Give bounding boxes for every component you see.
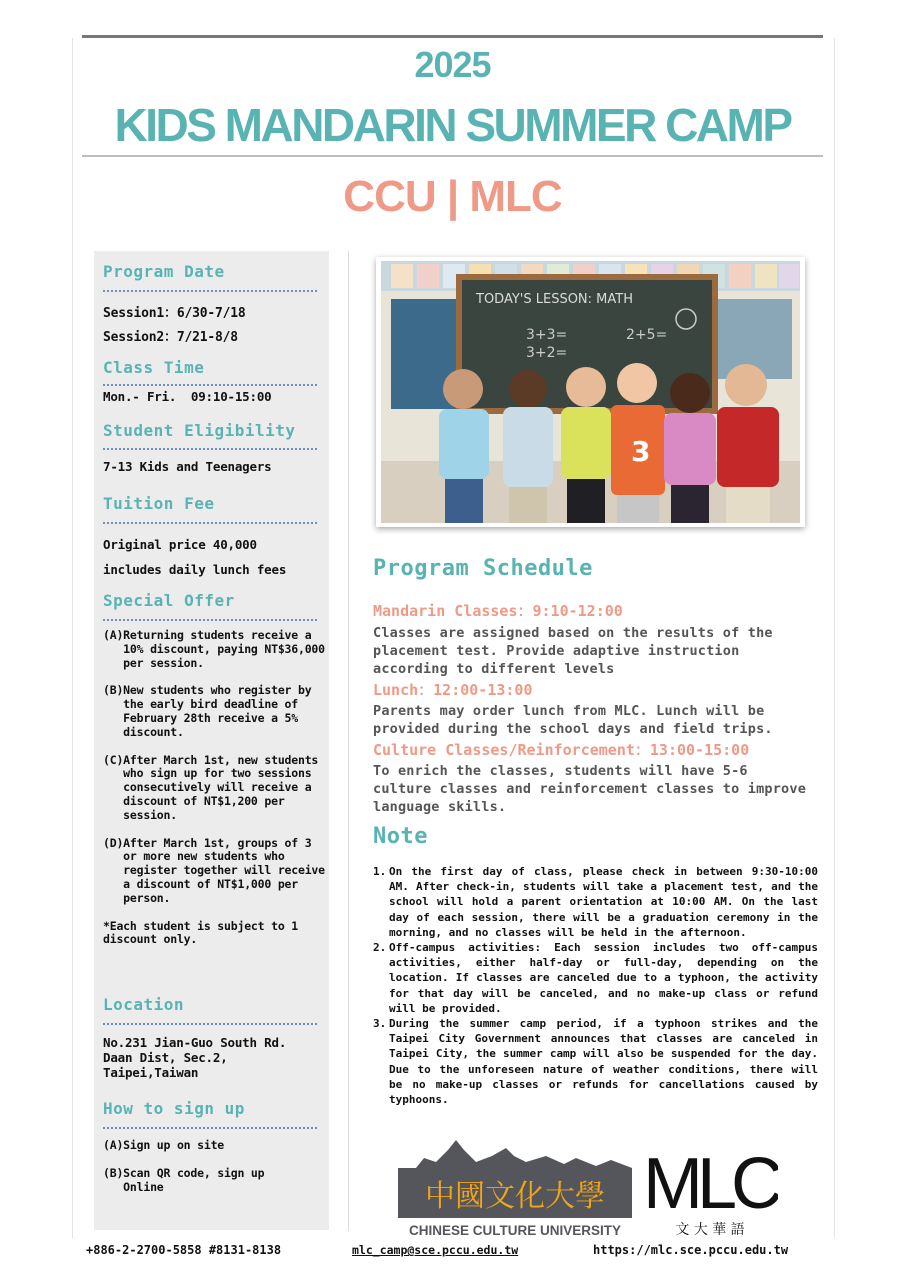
classroom-photo-image xyxy=(381,261,800,523)
tuition-price: Original price 40,000 xyxy=(103,537,257,552)
mlc-logo-mark xyxy=(648,1140,778,1240)
offer-item xyxy=(103,837,325,906)
column-divider xyxy=(348,251,349,1231)
equation: 3+2= xyxy=(526,345,568,361)
ccu-english-name: CHINESE CULTURE UNIVERSITY xyxy=(408,1223,622,1238)
note-text: On the first day of class, please check in between 9:30-10:00 AM. After check-in, students will take a placement test, and the school will hold a parent orientation at 10:00 AM. On the last day of each session, there will be a graduation ceremony in the morning, and no classes will be held in the afternoon. xyxy=(389,865,818,939)
sidebar xyxy=(94,251,329,1230)
divider xyxy=(103,1127,317,1129)
schedule-block-title: Mandarin Classes：9:10-12:00 xyxy=(373,602,623,620)
special-offer-heading: Special Offer xyxy=(103,591,235,610)
note-heading: Note xyxy=(373,824,428,849)
offer-label: (D) xyxy=(103,835,124,850)
note-text: Off-campus activities: Each session includes two off-campus activities, either half-day or full-day, depending on the location. If classes are canceled due to a typhoon, the activity for that day will be canceled, and no make-up class or refund will be provided. xyxy=(389,941,818,1015)
mlc-logo xyxy=(648,1140,778,1240)
sign-up-label: (A) xyxy=(103,1138,124,1152)
class-time: Mon.- Fri. 09:10-15:00 xyxy=(103,389,272,404)
ccu-logo-mark xyxy=(396,1140,636,1240)
offer-text: New students who register by the early bird deadline of February 28th receive a 5% discount. xyxy=(123,683,312,739)
sign-up-list xyxy=(103,1138,325,1194)
classroom-photo xyxy=(376,257,805,527)
tuition-heading: Tuition Fee xyxy=(103,494,215,513)
divider xyxy=(103,384,317,386)
offer-item xyxy=(103,684,325,739)
divider xyxy=(103,290,317,292)
program-date xyxy=(103,302,325,350)
top-rule xyxy=(82,35,823,38)
sign-up-text: Scan QR code, sign up Online xyxy=(123,1166,265,1194)
ccu-logo xyxy=(396,1140,636,1240)
offer-footnote: *Each student is subject to 1 discount only. xyxy=(103,918,298,947)
jersey-number: 3 xyxy=(631,435,651,468)
offer-label: (B) xyxy=(103,683,124,698)
schedule-heading: Program Schedule xyxy=(373,556,593,581)
title-year: 2025 xyxy=(414,44,491,85)
footer-website-link[interactable]: https://mlc.sce.pccu.edu.tw xyxy=(593,1243,789,1257)
eligibility-heading: Student Eligibility xyxy=(103,421,296,440)
offer-text: Returning students receive a 10% discount, paying NT$36,000 per session. xyxy=(123,628,325,670)
tuition xyxy=(103,532,325,582)
note-number: 2. xyxy=(373,941,387,955)
title-divider xyxy=(82,155,823,157)
schedule-block-title: Lunch：12:00-13:00 xyxy=(373,681,533,699)
note-item xyxy=(373,1016,818,1107)
schedule-block-title: Culture Classes/Reinforcement：13:00-15:00 xyxy=(373,741,750,759)
program-date-heading: Program Date xyxy=(103,262,225,281)
address-line-3: Taipei,Taiwan xyxy=(103,1065,199,1080)
schedule-block-text: To enrich the classes, students will have 5-6 culture classes and reinforcement classes to improve language skills. xyxy=(373,763,807,815)
offer-item xyxy=(103,754,325,823)
schedule-block-text: Classes are assigned based on the results of the placement test. Provide adaptive instruction according to different levels xyxy=(373,625,773,677)
divider xyxy=(103,522,317,524)
offer-item xyxy=(103,629,325,670)
offer-label: (C) xyxy=(103,752,124,767)
note-number: 3. xyxy=(373,1017,387,1031)
eligibility: 7-13 Kids and Teenagers xyxy=(103,459,272,474)
location xyxy=(103,1035,325,1080)
divider xyxy=(103,619,317,621)
ccu-chinese-name: 中國文化大學 xyxy=(425,1179,605,1214)
schedule-block-text: Parents may order lunch from MLC. Lunch will be provided during the school days and field trips. xyxy=(373,703,773,737)
offer-text: After March 1st, groups of 3 or more new students who register together will receive a discount of NT$1,000 per person. xyxy=(123,835,325,905)
sign-up-heading: How to sign up xyxy=(103,1099,245,1118)
special-offer-list xyxy=(103,629,325,947)
address-line-2: Daan Dist, Sec.2, xyxy=(103,1050,228,1065)
session-1: Session1：6/30-7/18 xyxy=(103,306,246,321)
note-item xyxy=(373,940,818,1016)
location-heading: Location xyxy=(103,995,185,1014)
sign-up-item xyxy=(103,1138,325,1152)
note-list xyxy=(373,864,818,1107)
note-item xyxy=(373,864,818,940)
equation: 2+5= xyxy=(626,327,668,343)
divider xyxy=(103,448,317,450)
sign-up-text: Sign up on site xyxy=(123,1138,225,1152)
subtitle: CCU | MLC xyxy=(343,172,562,221)
tuition-includes: includes daily lunch fees xyxy=(103,562,287,577)
note-number: 1. xyxy=(373,865,387,878)
equation: 3+3= xyxy=(526,327,568,343)
offer-label: (A) xyxy=(103,628,124,642)
chalkboard-lesson-text: TODAY'S LESSON: MATH xyxy=(476,292,633,307)
class-time-heading: Class Time xyxy=(103,358,205,377)
divider xyxy=(103,1023,317,1025)
sign-up-item xyxy=(103,1166,293,1194)
session-2: Session2：7/21-8/8 xyxy=(103,330,238,345)
mlc-chinese-name: 文 大 華 語 xyxy=(675,1222,745,1238)
offer-text: After March 1st, new students who sign up for two sessions consecutively will receive a discount of NT$1,200 per session. xyxy=(123,752,319,822)
sign-up-label: (B) xyxy=(103,1166,124,1180)
note-text: During the summer camp period, if a typhoon strikes and the Taipei City Government announces that classes are canceled in Taipei City, the summer camp will also be suspended for the day. Due to the unforeseen nature of weather conditions, there will be no make-up classes or refunds for cancellations caused by typhoons. xyxy=(389,1017,818,1107)
mlc-letters: MLC xyxy=(648,1144,778,1224)
address-line-1: No.231 Jian-Guo South Rd. xyxy=(103,1035,287,1050)
footer-email-link[interactable]: mlc_camp@sce.pccu.edu.tw xyxy=(352,1243,519,1257)
page-title: KIDS MANDARIN SUMMER CAMP xyxy=(114,99,791,151)
footer-phone: +886-2-2700-5858 #8131-8138 xyxy=(86,1243,282,1257)
